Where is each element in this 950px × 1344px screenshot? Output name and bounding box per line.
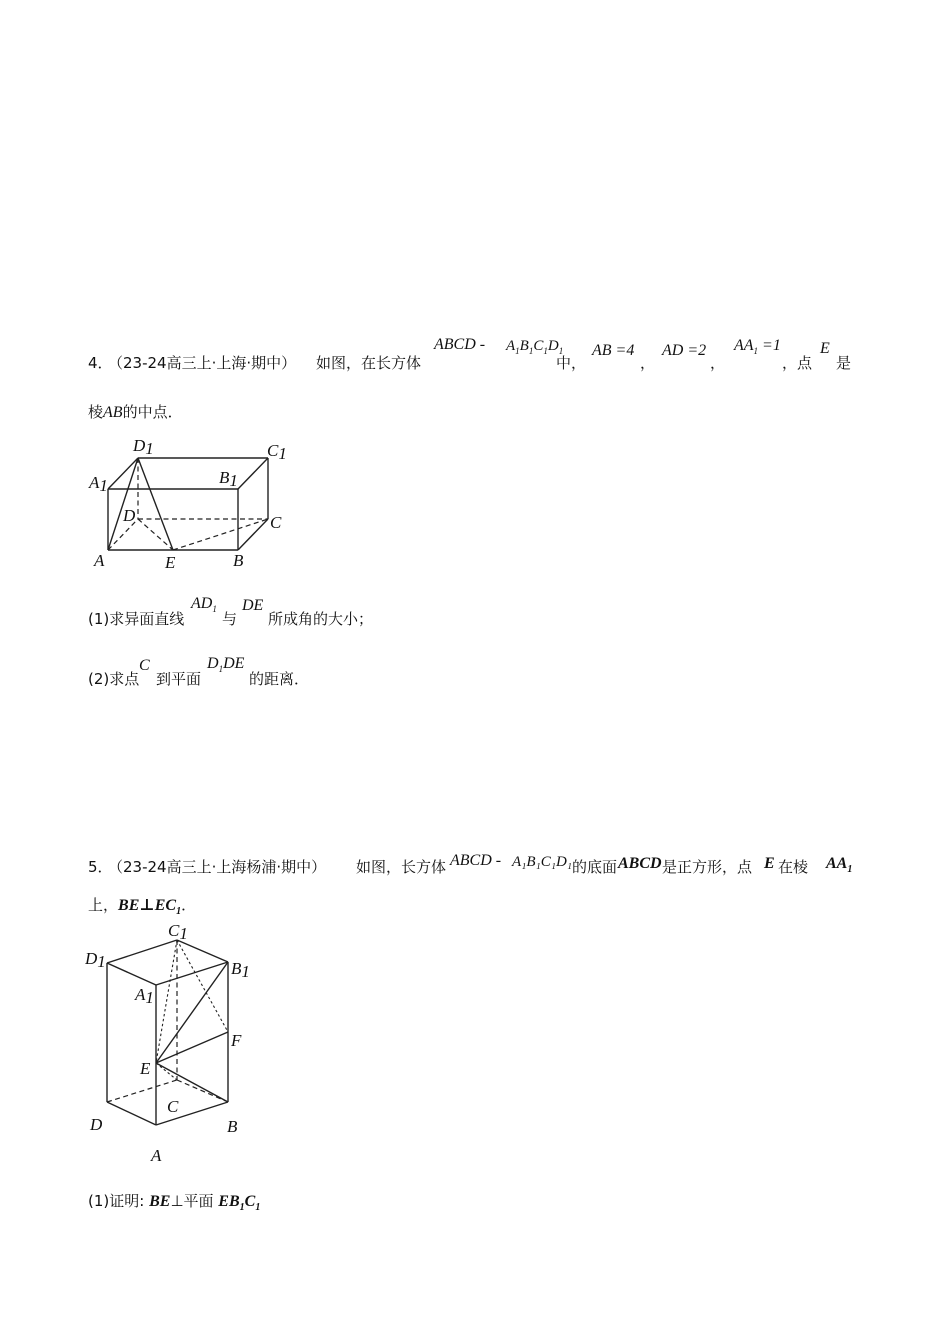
- problem4-intro: 如图，在长方体: [316, 354, 422, 372]
- problem4-number: 4．: [88, 354, 113, 372]
- problem4-dian: ，点: [782, 354, 813, 372]
- problem5-stem-line2: 上，$BE\perp EC_1$．: [88, 896, 197, 917]
- problem5-stem-line1: 5． （23-24高三上·上海杨浦·期中） 如图，长方体 ABCD - A₁B₁C₁D₁ 的底面 ABCD 是正方形，点 E 在棱 $AA_1$: [88, 852, 853, 876]
- label-d: D: [90, 1115, 103, 1134]
- label-d: D: [123, 506, 136, 525]
- problem4-solid-name: ABCD -: [434, 336, 486, 353]
- label-a: A: [151, 1146, 162, 1165]
- problem4-source: （23-24高三上·上海·期中）: [108, 354, 297, 372]
- label-c: C: [270, 513, 282, 532]
- problem4-ab: AB =4: [592, 342, 635, 359]
- label-b: B: [233, 551, 244, 570]
- problem4-ad: AD =2: [662, 342, 707, 359]
- problem4-question2: (2)求点 C 到平面 $D_1DE$ 的距离．: [88, 655, 310, 688]
- label-d1: D1: [85, 949, 106, 971]
- label-f: F: [231, 1031, 242, 1050]
- problem4-solid-top: $A_1B_1C_1D_1$: [506, 338, 564, 356]
- label-c1: C1: [267, 441, 287, 463]
- label-b1: B1: [231, 959, 250, 981]
- label-c1: C1: [168, 921, 188, 943]
- problem4-shi: 是: [836, 354, 852, 372]
- problem4-zhong: 中，: [556, 354, 587, 372]
- problem4-comma1: ，: [640, 354, 656, 372]
- label-e: E: [140, 1059, 151, 1078]
- problem4-aa1: $AA_1 =1$: [734, 337, 781, 356]
- problem5-cuboid-figure: [85, 920, 265, 1170]
- q1-ad1: $AD_1$: [191, 595, 217, 614]
- problem4-stem-line2: 棱AB的中点．: [88, 403, 183, 421]
- label-a1: A1: [135, 985, 154, 1007]
- problem5-edge: $AA_1$: [826, 855, 853, 875]
- problem4-question1: (1)求异面直线 $AD_1$ 与 DE 所成角的大小；: [88, 595, 374, 628]
- problem5-question1: (1)证明: BE⊥平面 $EB_1C_1$: [88, 1192, 261, 1213]
- label-d1: D1: [133, 436, 154, 458]
- label-e: E: [165, 553, 176, 572]
- label-a: A: [94, 551, 105, 570]
- label-b: B: [227, 1117, 238, 1136]
- label-a1: A1: [89, 473, 108, 495]
- label-c: C: [167, 1097, 179, 1116]
- label-b1: B1: [219, 468, 238, 490]
- problem4-cuboid-figure: [85, 432, 305, 572]
- problem4-e: E: [820, 340, 830, 357]
- problem4-stem-line1: [88, 336, 868, 376]
- q2-plane: $D_1DE$: [207, 655, 245, 674]
- problem4-comma2: ，: [710, 354, 726, 372]
